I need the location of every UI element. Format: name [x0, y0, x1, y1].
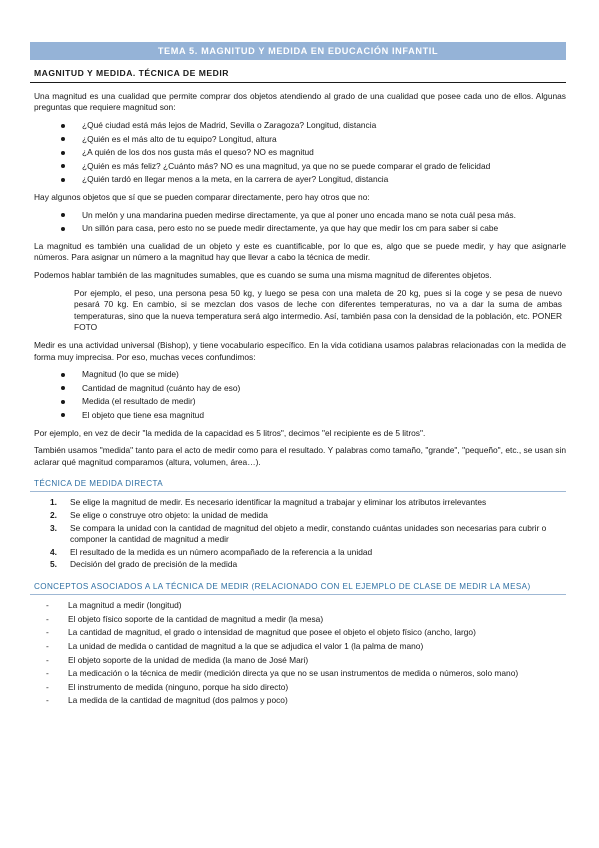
- paragraph: La magnitud es también una cualidad de un objeto y este es cuantificable, por lo que es, algo que se puede medir, y hay que asignarle números. Para asignar un número a la magnitud hay que llevar a cabo la técnica de medir.: [34, 240, 566, 263]
- section-heading-conceptos: CONCEPTOS ASOCIADOS A LA TÉCNICA DE MEDIR (RELACIONADO CON EL EJEMPLO DE CLASE DE MEDIR LA MESA): [30, 581, 566, 595]
- list-item: [50, 510, 566, 522]
- confusions-list: [30, 369, 566, 421]
- step-number: 5.: [50, 559, 57, 570]
- step-text: Se elige la magnitud de medir. Es necesario identificar la magnitud a trabajar y eliminar los atributos irrelevantes: [70, 497, 487, 508]
- list-item: - La unidad de medida o cantidad de magnitud a la que se adjudica el valor 1 (la palma de mano): [68, 641, 566, 653]
- list-item: - El instrumento de medida (ninguno, porque ha sido directo): [68, 682, 566, 694]
- list-item: Cantidad de magnitud (cuánto hay de eso): [82, 383, 566, 395]
- step-text: Se elige o construye otro objeto: la unidad de medida: [70, 510, 268, 521]
- section-heading-tecnica: TÉCNICA DE MEDIDA DIRECTA: [30, 478, 566, 492]
- list-item: Un melón y una mandarina pueden medirse directamente, ya que al poner uno encada mano se nota cuál pesa más.: [82, 210, 566, 222]
- page-title-banner: TEMA 5. MAGNITUD Y MEDIDA EN EDUCACIÓN INFANTIL: [30, 42, 566, 60]
- paragraph: Una magnitud es una cualidad que permite comprar dos objetos atendiendo al grado de una cualidad que posee cada uno de ellos. Algunas preguntas que requiere magnitud son:: [34, 90, 566, 113]
- list-item: - El objeto soporte de la unidad de medida (la mano de José Mari): [68, 655, 566, 667]
- list-item: [50, 497, 566, 509]
- list-item: - La medicación o la técnica de medir (medición directa ya que no se usan instrumentos de medida o números, solo mano): [68, 668, 566, 680]
- section-heading-magnitud: MAGNITUD Y MEDIDA. TÉCNICA DE MEDIR: [30, 68, 566, 83]
- step-text: Se compara la unidad con la cantidad de magnitud del objeto a medir, constando cuántas unidades son necesarias para cubrir o componer la cantidad de magnitud a medir: [70, 522, 547, 545]
- questions-list: [30, 120, 566, 186]
- step-number: 1.: [50, 497, 57, 508]
- concepts-list: [30, 600, 566, 707]
- step-number: 4.: [50, 546, 57, 557]
- list-item: ¿Quién tardó en llegar menos a la meta, en la carrera de ayer? Longitud, distancia: [82, 174, 566, 186]
- document-content: [30, 68, 566, 713]
- list-item: ¿Quién es más feliz? ¿Cuánto más? NO es una magnitud, ya que no se puede comparar el grado de felicidad: [82, 161, 566, 173]
- list-item: ¿A quién de los dos nos gusta más el queso? NO es magnitud: [82, 147, 566, 159]
- list-item: Un sillón para casa, pero esto no se puede medir directamente, ya que hay que medir los cm para saber si cabe: [82, 223, 566, 235]
- steps-list: [30, 497, 566, 571]
- step-number: 2.: [50, 510, 57, 521]
- paragraph: Hay algunos objetos que sí que se pueden comparar directamente, pero hay otros que no:: [34, 192, 370, 203]
- paragraph: Medir es una actividad universal (Bishop), y tiene vocabulario específico. En la vida cotidiana usamos palabras relacionadas con la medida de forma muy imprecisa. Por eso, muchas veces confundimos:: [34, 339, 566, 362]
- list-item: El objeto que tiene esa magnitud: [82, 410, 566, 422]
- list-item: Magnitud (lo que se mide): [82, 369, 566, 381]
- list-item: - La medida de la cantidad de magnitud (dos palmos y poco): [68, 695, 566, 707]
- list-item: Medida (el resultado de medir): [82, 396, 566, 408]
- list-item: [50, 522, 566, 546]
- list-item: - El objeto físico soporte de la cantidad de magnitud a medir (la mesa): [68, 614, 566, 626]
- list-item: ¿Quién es el más alto de tu equipo? Longitud, altura: [82, 134, 566, 146]
- step-text: Decisión del grado de precisión de la medida: [70, 559, 238, 570]
- paragraph: También usamos "medida" tanto para el acto de medir como para el resultado. Y palabras como tamaño, "grande", "pequeño", etc., se usan sin aclarar qué magnitud comparamos (altura, volumen, área…).: [34, 445, 566, 467]
- paragraph: Por ejemplo, en vez de decir "la medida de la capacidad es 5 litros", decimos "el recipiente es de 5 litros".: [34, 427, 426, 438]
- list-item: - La cantidad de magnitud, el grado o intensidad de magnitud que posee el objeto el objeto físico (ancho, largo): [68, 627, 566, 639]
- example-paragraph: Por ejemplo, el peso, una persona pesa 50 kg, y luego se pesa con una maleta de 20 kg, pues si la coge y se pesa de nuevo pesará 70 kg. En cambio, si se mezclan dos vasos de leche con diferentes temperaturas, no va a dar la suma de ambas temperaturas, sino que la nueva temperatura será algo intermedio. Así, también pasa con la densidad de la población, etc. PONER FOTO: [74, 287, 562, 333]
- list-item: [50, 546, 566, 559]
- list-item: ¿Qué ciudad está más lejos de Madrid, Sevilla o Zaragoza? Longitud, distancia: [82, 120, 566, 132]
- objects-list: [30, 210, 566, 235]
- list-item: - La magnitud a medir (longitud): [68, 600, 566, 612]
- paragraph: Podemos hablar también de las magnitudes sumables, que es cuando se suma una misma magnitud de diferentes objetos.: [34, 269, 492, 280]
- step-text: El resultado de la medida es un número acompañado de la referencia a la unidad: [70, 546, 373, 557]
- step-number: 3.: [50, 522, 57, 533]
- list-item: [50, 559, 566, 571]
